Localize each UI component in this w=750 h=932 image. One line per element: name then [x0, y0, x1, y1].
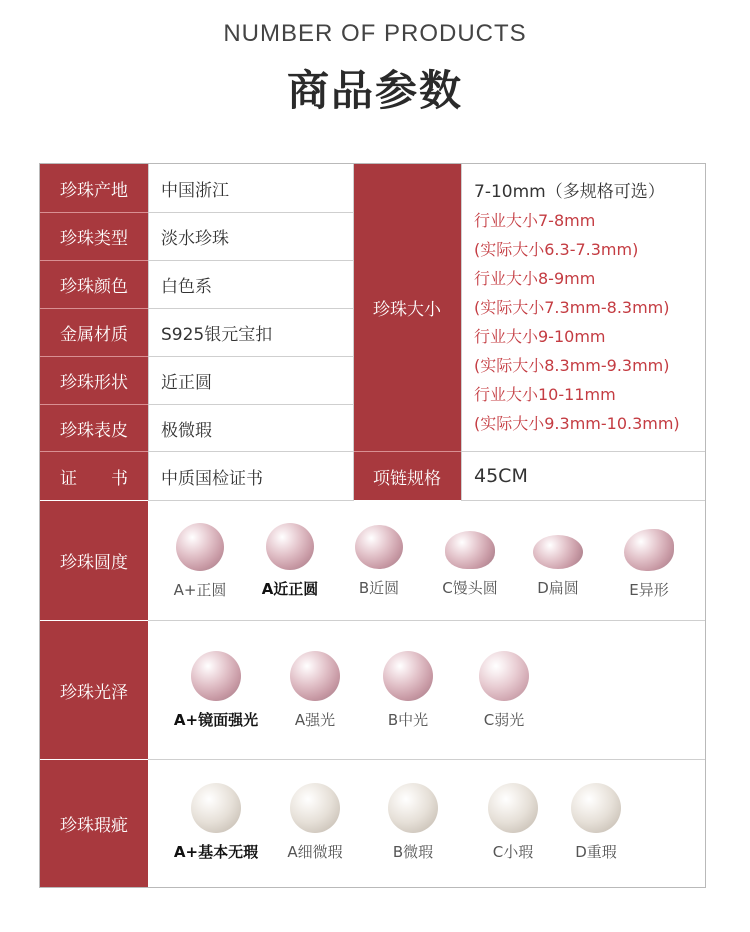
section-title-en: NUMBER OF PRODUCTS — [223, 20, 527, 47]
pearl-image — [266, 523, 314, 570]
pearl-image — [290, 783, 340, 833]
size-spec: 行业大小9-10mm — [474, 327, 606, 346]
blemish-label: 珍珠瑕疵 — [40, 760, 148, 887]
grade-caption: A强光 — [294, 711, 336, 729]
grade-caption: D重瑕 — [575, 843, 617, 861]
size-spec: (实际大小9.3mm-10.3mm) — [474, 414, 680, 433]
roundness-grade — [162, 523, 238, 600]
grade-caption: C馒头圆 — [442, 579, 498, 597]
column-divider — [148, 164, 149, 501]
luster-grade — [454, 651, 554, 730]
grade-caption: C小瑕 — [492, 843, 534, 861]
pearl-image — [479, 651, 529, 701]
grade-caption: D扁圆 — [537, 579, 579, 597]
certificate-label: 证 书 — [40, 452, 148, 501]
param-value-color: 白色系 — [148, 261, 353, 309]
size-value-block — [461, 164, 705, 452]
pearl-image — [533, 535, 583, 569]
grade-caption: B微瑕 — [392, 843, 434, 861]
luster-label: 珍珠光泽 — [40, 621, 148, 760]
roundness-grade — [611, 529, 687, 600]
blemish-grades — [148, 760, 705, 887]
pearl-image — [624, 529, 674, 571]
pearl-image — [355, 525, 403, 569]
roundness-grade — [520, 535, 596, 598]
grade-caption: E异形 — [629, 581, 669, 599]
roundness-grade — [341, 525, 417, 598]
pearl-image — [290, 651, 340, 701]
grade-caption: B中光 — [387, 711, 429, 729]
pearl-image — [488, 783, 538, 833]
size-spec: (实际大小8.3mm-9.3mm) — [474, 356, 670, 375]
param-value-origin: 中国浙江 — [148, 164, 353, 213]
param-label-color: 珍珠颜色 — [40, 261, 148, 309]
size-spec: 行业大小8-9mm — [474, 269, 596, 288]
param-value-skin: 极微瑕 — [148, 405, 353, 452]
pearl-image — [571, 783, 621, 833]
roundness-grade — [252, 523, 328, 599]
blemish-grade — [546, 783, 646, 862]
param-label-shape: 珍珠形状 — [40, 357, 148, 405]
grade-caption: A近正圆 — [261, 580, 319, 598]
blemish-grade — [166, 783, 266, 862]
luster-grade — [166, 651, 266, 730]
pearl-image — [191, 783, 241, 833]
grade-caption: A+镜面强光 — [173, 711, 259, 729]
grade-caption: A细微瑕 — [287, 843, 343, 861]
param-label-skin: 珍珠表皮 — [40, 405, 148, 452]
grade-caption: C弱光 — [483, 711, 525, 729]
pearl-image — [176, 523, 224, 571]
param-label-metal: 金属材质 — [40, 309, 148, 357]
grade-caption: A+正圆 — [173, 581, 227, 599]
product-params-table — [39, 163, 706, 888]
certificate-value: 中质国检证书 — [148, 452, 353, 501]
roundness-grades — [148, 501, 705, 621]
size-spec: 行业大小10-11mm — [474, 385, 616, 404]
necklace-value: 45CM — [461, 452, 705, 501]
size-spec: (实际大小6.3-7.3mm) — [474, 240, 639, 259]
param-label-type: 珍珠类型 — [40, 213, 148, 261]
param-value-metal: S925银元宝扣 — [148, 309, 353, 357]
section-title-zh: 商品参数 — [286, 66, 463, 115]
necklace-label: 项链规格 — [353, 452, 461, 501]
roundness-grade — [432, 531, 508, 598]
param-label-origin: 珍珠产地 — [40, 164, 148, 213]
column-divider — [353, 164, 354, 501]
roundness-label: 珍珠圆度 — [40, 501, 148, 621]
pearl-image — [445, 531, 495, 569]
luster-grade — [265, 651, 365, 730]
size-spec: (实际大小7.3mm-8.3mm) — [474, 298, 670, 317]
grade-caption: A+基本无瑕 — [173, 843, 259, 861]
param-value-type: 淡水珍珠 — [148, 213, 353, 261]
size-headline: 7-10mm（多规格可选） — [474, 182, 665, 202]
luster-grade — [358, 651, 458, 730]
size-spec: 行业大小7-8mm — [474, 211, 596, 230]
pearl-image — [191, 651, 241, 701]
column-divider — [461, 164, 462, 501]
luster-grades — [148, 621, 705, 760]
blemish-grade — [265, 783, 365, 862]
size-label: 珍珠大小 — [353, 164, 461, 452]
blemish-grade — [363, 783, 463, 862]
param-value-shape: 近正圆 — [148, 357, 353, 405]
pearl-image — [383, 651, 433, 701]
pearl-image — [388, 783, 438, 833]
grade-caption: B近圆 — [358, 579, 400, 597]
